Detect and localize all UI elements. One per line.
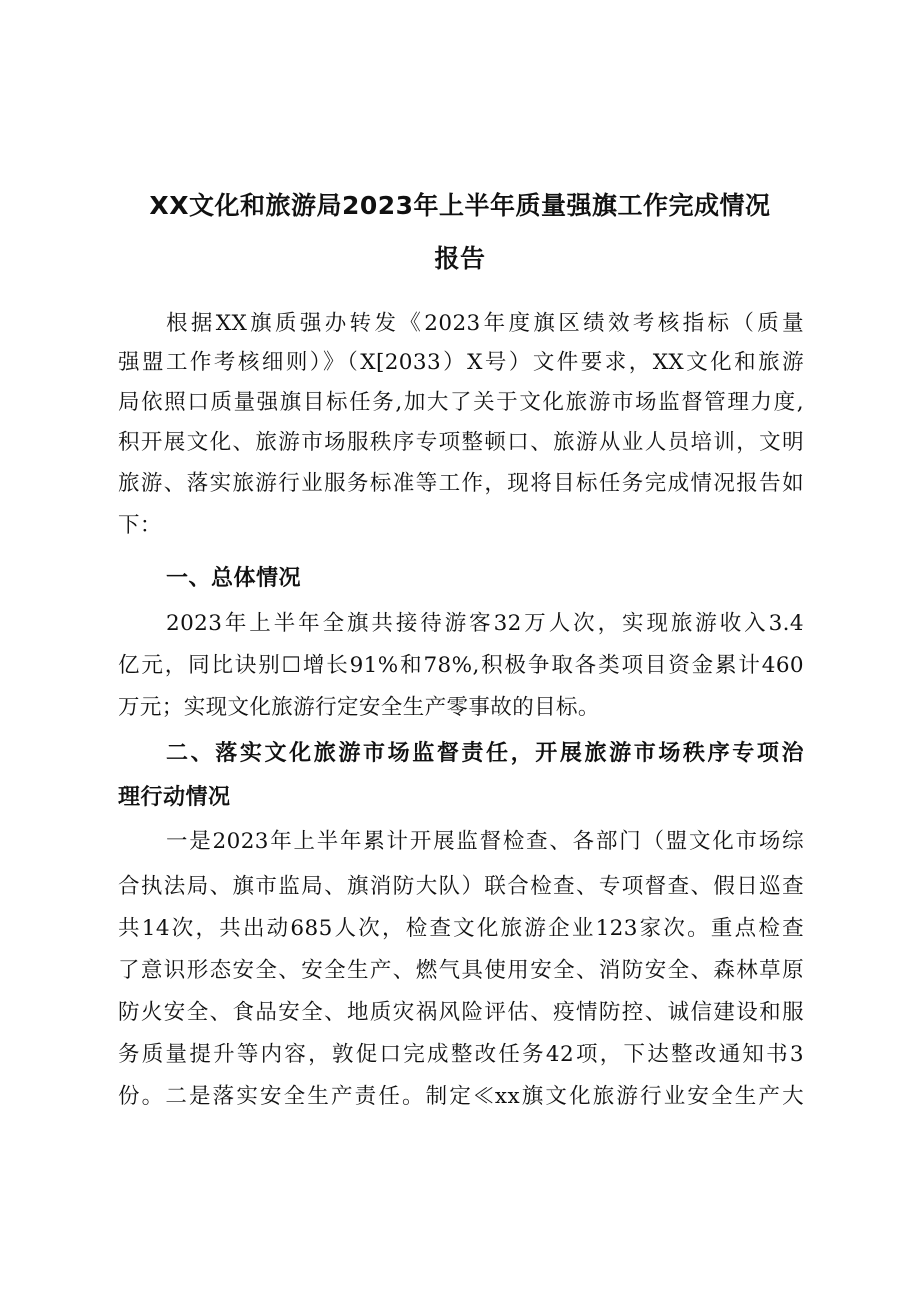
- intro-line: 下：: [118, 513, 162, 538]
- section2-line: 份。二是落实安全生产责任。制定≪xx旗文化旅游行业安全生产大: [118, 1084, 804, 1109]
- report-title-line-2: 报告: [434, 244, 486, 273]
- section2-line: 一是2023年上半年累计开展监督检查、各部门（盟文化市场综: [166, 829, 804, 854]
- section2-line: 合执法局、旗市监局、旗消防大队）联合检查、专项督查、假日巡查: [118, 874, 804, 899]
- section2-line: 了意识形态安全、安全生产、燃气具使用安全、消防安全、森林草原: [118, 958, 804, 983]
- intro-line: 局依照口质量强旗目标任务,加大了关于文化旅游市场监督管理力度,: [118, 390, 804, 415]
- section-heading-supervision: 二、落实文化旅游市场监督责任，开展旅游市场秩序专项治: [166, 741, 804, 766]
- section2-line: 务质量提升等内容，敦促口完成整改任务42项，下达整改通知书3: [118, 1042, 804, 1067]
- intro-line: 强盟工作考核细则）》（X[2033）X号）文件要求，XX文化和旅游: [118, 350, 804, 375]
- section2-line: 防火安全、食品安全、地质灾祸风险评估、疫情防控、诚信建设和服: [118, 1000, 804, 1025]
- section-heading-overall: 一、总体情况: [166, 566, 302, 591]
- section1-line: 2023年上半年全旗共接待游客32万人次，实现旅游收入3.4: [166, 611, 804, 636]
- section1-line: 万元；实现文化旅游行定安全生产零事故的目标。: [118, 695, 600, 720]
- intro-line: 积开展文化、旅游市场服秩序专项整顿口、旅游从业人员培训，文明: [118, 430, 804, 455]
- section-heading-supervision-cont: 理行动情况: [118, 785, 231, 810]
- section1-line: 亿元，同比诀别☐增长91%和78%,积极争取各类项目资金累计460: [118, 653, 804, 678]
- intro-line: 根据XX旗质强办转发《2023年度旗区绩效考核指标（质量: [166, 311, 804, 336]
- intro-line: 旅游、落实旅游行业服务标准等工作，现将目标任务完成情况报告如: [118, 471, 804, 496]
- section2-line: 共14次，共出动685人次，检查文化旅游企业123家次。重点检查: [118, 916, 804, 941]
- report-title-line-1: XX文化和旅游局2023年上半年质量强旗工作完成情况: [149, 191, 771, 220]
